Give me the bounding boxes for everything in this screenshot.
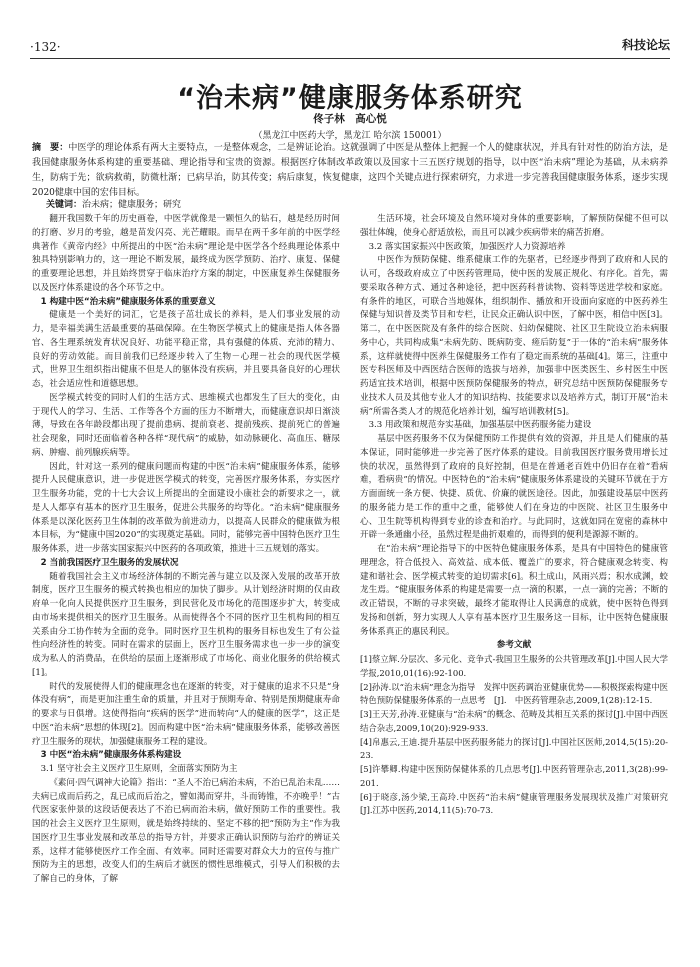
body-paragraph: 医学模式转变的同时人们的生活方式、思维模式也都发生了巨大的变化，由于现代人的学习、生活、工作等各个方面的压力不断增大，而健康意识却日渐淡薄，导致在各年龄段都出现了提前患病、提前衰老、提前残疾、提前死亡的普遍社会现象，同时还面临着各种各样“现代病”的威胁，如动脉硬化、高血压、糖尿病、肿瘤、前列腺疾病等。 <box>32 392 340 458</box>
keywords-text: 治未病；健康服务；研究 <box>82 200 182 210</box>
right-column-body <box>360 213 668 639</box>
body-paragraph: 健康是一个美好的词汇，它是孩子茁壮成长的养料，是人们事业发展的动力，是幸福美满生活最重要的基础保障。在生物医学模式上的健康是指人体各器官、各生理系统发育状况良好、功能平稳正常，具有强健的体质、充沛的精力、良好的劳动效能。而目前我们已经逐步转入了生物－心理－社会的现代医学模式，世界卫生组织指出健康不但是人的躯体没有疾病，并且要具备良好的心理状态，社会适应性和道德思想。 <box>32 310 340 389</box>
body-paragraph: 翻开我国数千年的历史画卷，中医学就像是一颗恒久的钻石，越是经历时间的打磨、岁月的考验，越是苗发闪亮、光芒耀眼。而早在两千多年前的中医学经典著作《黄帝内经》中所提出的中医“治未病”理论是中医学各个经典理论体系中独具特别影响力的，这一理论不断发展，最终成为医学预防、治疗、康复、保健的重要理论思想，并且始终贯穿于临床治疗方案的制定，中医康复养生保健服务以及医疗体系建设的各个环节之中。 <box>32 214 340 293</box>
abstract-label: 摘 要： <box>32 143 69 153</box>
page-number: ·132· <box>30 40 61 54</box>
body-paragraph: 《素问·四气调神大论篇》指出：“圣人不治已病治未病，不治已乱治未乱……夫病已成而后药之，乱已成而后治之，譬如渴而穿井，斗而铸锥，不亦晚乎！”古代医家张仲景的这段话便表达了不治已病而治未病，做好预防工作的重要性。我国的社会主义医疗卫生原则，就是始终持续的、坚定不移的把“预防为主”作为我国医疗卫生事业发展和改革总的指导方针，并要求正确认识预防与治疗的辨证关系，这样才能够使医疗工作全面、有效率。同时还需要对群众大力的宣传与推广预防为主的思想，改变人们的生病后才就医的惯性思维模式，引导人们积极的去了解自己的身体，了解 <box>32 777 340 884</box>
body-paragraph: 生活环境，社会环境及自然环境对身体的重要影响，了解预防保健不但可以强壮体魄，使身心舒适放松，而且可以减少疾病带来的痛苦折磨。 <box>360 214 668 238</box>
article-affiliation: （黑龙江中医药大学，黑龙江 哈尔滨 150001） <box>253 131 447 141</box>
body-paragraph: 时代的发展使得人们的健康理念也在逐渐的转变，对于健康的追求不只是“身体没有病”，而是更加注重生命的质量，并且对于预期寿命、特别是预期健康寿命的要求与日俱增。这使得指向“疾病的医学”进而转向“人的健康的医学”，这正是中医“治未病”思想的体现[2]。因而构建中医“治未病”健康服务体系，能够改善医疗卫生服务的现状，加强健康服务工程的建设。 <box>32 681 340 747</box>
body-paragraph: 中医作为预防保健、维系健康工作的先驱者，已经逐步得到了政府和人民的认可，各级政府成立了中医药管理局，使中医的发展正规化、有序化。首先，需要采取各种方式、通过各种途径，把中医药科普读物、资料等送进学校和家庭。有条件的地区，可联合当地媒体，组织制作、播放和开设面向家庭的中医药养生保健与知识普及类节目和专栏，让民众正确认识中医，了解中医，相信中医[3]。第二，在中医医院及有条件的综合医院、妇幼保健院、社区卫生院设立治未病服务中心，共同构成集“未病先防、既病防变、瘥后防复”于一体的“治未病”服务体系，这样就使得中医养生保健服务工作有了稳定而系统的基础[4]。第三，注重中医专科医师及中西医结合医师的选拔与培养，加强非中医类医生、乡村医生中医药适宜技术培训，根据中医预防保健服务的特点，研究总结中医预防保健服务专业技术人员及其他专业人才的知识结构、技能要求以及培养方式，制订开展“治未病”所需各类人才的规范化培养计划，编写培训教材[5]。 <box>360 255 668 417</box>
article-authors: 佟子林 高心悦 <box>313 113 387 125</box>
section-heading: 3 中医“治未病”健康服务体系构建设 <box>40 750 182 761</box>
reference-item: [5]许攀卿.构建中医预防保健体系的几点思考[J].中医药管理杂志,2011,3(28):99-201. <box>360 764 668 788</box>
abstract-text: 中医学的理论体系有两大主要特点，一是整体观念，二是辨证论治。这就强调了中医是从整体上把握一个人的健康状况，并具有针对性的防治方法，是我国健康服务体系构建的重要基础、理论指导和宝贵的资源。根据医疗体制改革政策以及国家十三五医疗规划的指导，以中医“治未病”理论为基础，从未病养生，防病于先；欲病救萌，防微杜渐；已病早治，防其传变；病后康复，恢复健康，这四个关键点进行探索研究，力求进一步完善我国健康服务体系，逐步实现2020健康中国的宏伟目标。 <box>32 143 668 198</box>
body-paragraph: 基层中医药服务不仅为保健预防工作提供有效的资源，并且是人们健康的基本保证，同时能够进一步完善了医疗体系的建设。目前我国医疗服务费用增长过快的状况，虽然得到了政府的良好控制，但是在普通老百姓中仍旧存在着“看病难，看病贵”的情况。中医特色的“治未病”健康服务体系建设的关键环节就在于方方面面统一条方便、快捷、质优、价廉的就医途径。因此，加强建设基层中医药的服务能力是工作的重中之重，能够使人们在身边的中医院、社区卫生服务中心、卫生院等机构得到专业的诊查和治疗。与此同时，这就如同在宽密的森林中开辟一条通幽小径，虽然过程是曲折艰难的，而得到的便利是源源不断的。 <box>360 434 668 541</box>
journal-name: 科技论坛 <box>621 38 670 52</box>
reference-item: [2]孙涛.以“治未病”理念为指导 发挥中医药调治亚健康优势——积极探索构建中医特色预防保健服务体系的一点思考 [J]. 中医药管理杂志,2009,1(28):12-15. <box>360 681 668 706</box>
body-column-right <box>360 213 668 948</box>
section-heading: 3.2 落实国家振兴中医政策，加强医疗人力资源培养 <box>368 241 566 252</box>
body-paragraph: 在“治未病”理论指导下的中医特色健康服务体系，是具有中国特色的健康管理理念，符合低投入、高效益、成本低、覆盖广的要求，符合健康观念转变、构建和谐社会、医学模式转变的迫切需求[6]。积土成山，风雨兴焉；积水成渊，蛟龙生焉。“健康服务体系的构建是需要一点一滴的积累，一点一滴的完善；不断的改正错误，不断的寻求突破，最终才能取得让人民满意的成就，使中医特色得到发扬和创新，努力实现人人享有基本医疗卫生服务这一目标，让中医特色健康服务体系真正的惠民利民。 <box>360 544 668 637</box>
header-rule <box>30 58 670 59</box>
references-list <box>360 653 668 818</box>
body-paragraph: 因此，针对这一系列的健康问题而构建的中医“治未病”健康服务体系，能够提升人民健康意识，进一步促进医学模式的转变，完善医疗服务体系，夯实医疗卫生服务功能，党的十七大会议上所提出的全面建设小康社会的新要求之一，就是人人都享有基本的医疗卫生服务，促进公共服务的均等化。“治未病”健康服务体系是以深化医药卫生体制的改革做为前进动力，以提高人民群众的健康做为根本目标，为“健康中国2020”的实现奠定基础。同时，能够完善中国特色医疗卫生服务体系，进一步落实国家振兴中医药的各项政策，推进十三五规划的落实。 <box>32 461 340 554</box>
abstract <box>32 141 668 201</box>
section-heading: 1 构建中医“治未病”健康服务体系的重要意义 <box>40 296 216 307</box>
reference-item: [3]王天芳,孙涛.亚健康与“治未病”的概念、范畴及其相互关系的探讨[J].中国中西医结合杂志,2009,10(20):929-933. <box>360 709 668 733</box>
reference-item: [6]于晓彦,汤少梁,王高玲.中医药“治未病”健康管理服务发展现状及推广对策研究[J].江苏中医药,2014,11(5):70-73. <box>360 791 668 816</box>
body-paragraph: 随着我国社会主义市场经济体制的不断完善与建立以及深入发展的改革开放制度，医疗卫生服务的模式转换也相应的加快了脚步。从计划经济时期的仅由政府单一化向人民提供医疗卫生服务，到民营化及市场化的范围逐步扩大，转变成由市场来提供相关的医疗卫生服务。从而使得各个不同的医疗卫生机构间的相互关系由分工协作转为全面的竞争。同时医疗卫生机构的服务目标也发生了有公益性向经济性的转变。同时在需求的层面上，医疗卫生服务需求也一步一步的演变成为私人的消费品，在供给的层面上逐渐形成了市场化、商业化服务的供给模式[1]。 <box>32 571 340 678</box>
section-heading: 2 当前我国医疗卫生服务的发展状况 <box>40 557 179 568</box>
reference-item: [1]蔡立辉.分层次、多元化、竞争式-我国卫生服务的公共管理改革[J].中国人民大学学报,2010,01(16):92-100. <box>360 654 668 678</box>
reference-item: [4]帛惠云,王迪.提升基层中医药服务能力的探讨[J].中国社区医师,2014,5(15):20-23. <box>360 736 668 761</box>
body-column-left <box>32 213 340 948</box>
article-title: “治未病”健康服务体系研究 <box>177 83 523 114</box>
section-heading: 3.3 用政策和规范夯实基础，加强基层中医药服务能力建设 <box>368 420 592 431</box>
section-heading: 3.1 坚守社会主义医疗卫生原则，全面落实预防为主 <box>40 764 238 774</box>
page-header <box>30 36 670 58</box>
keywords-label: 关键词： <box>46 200 83 210</box>
references-title: 参考文献 <box>496 640 532 651</box>
keywords <box>46 198 668 212</box>
